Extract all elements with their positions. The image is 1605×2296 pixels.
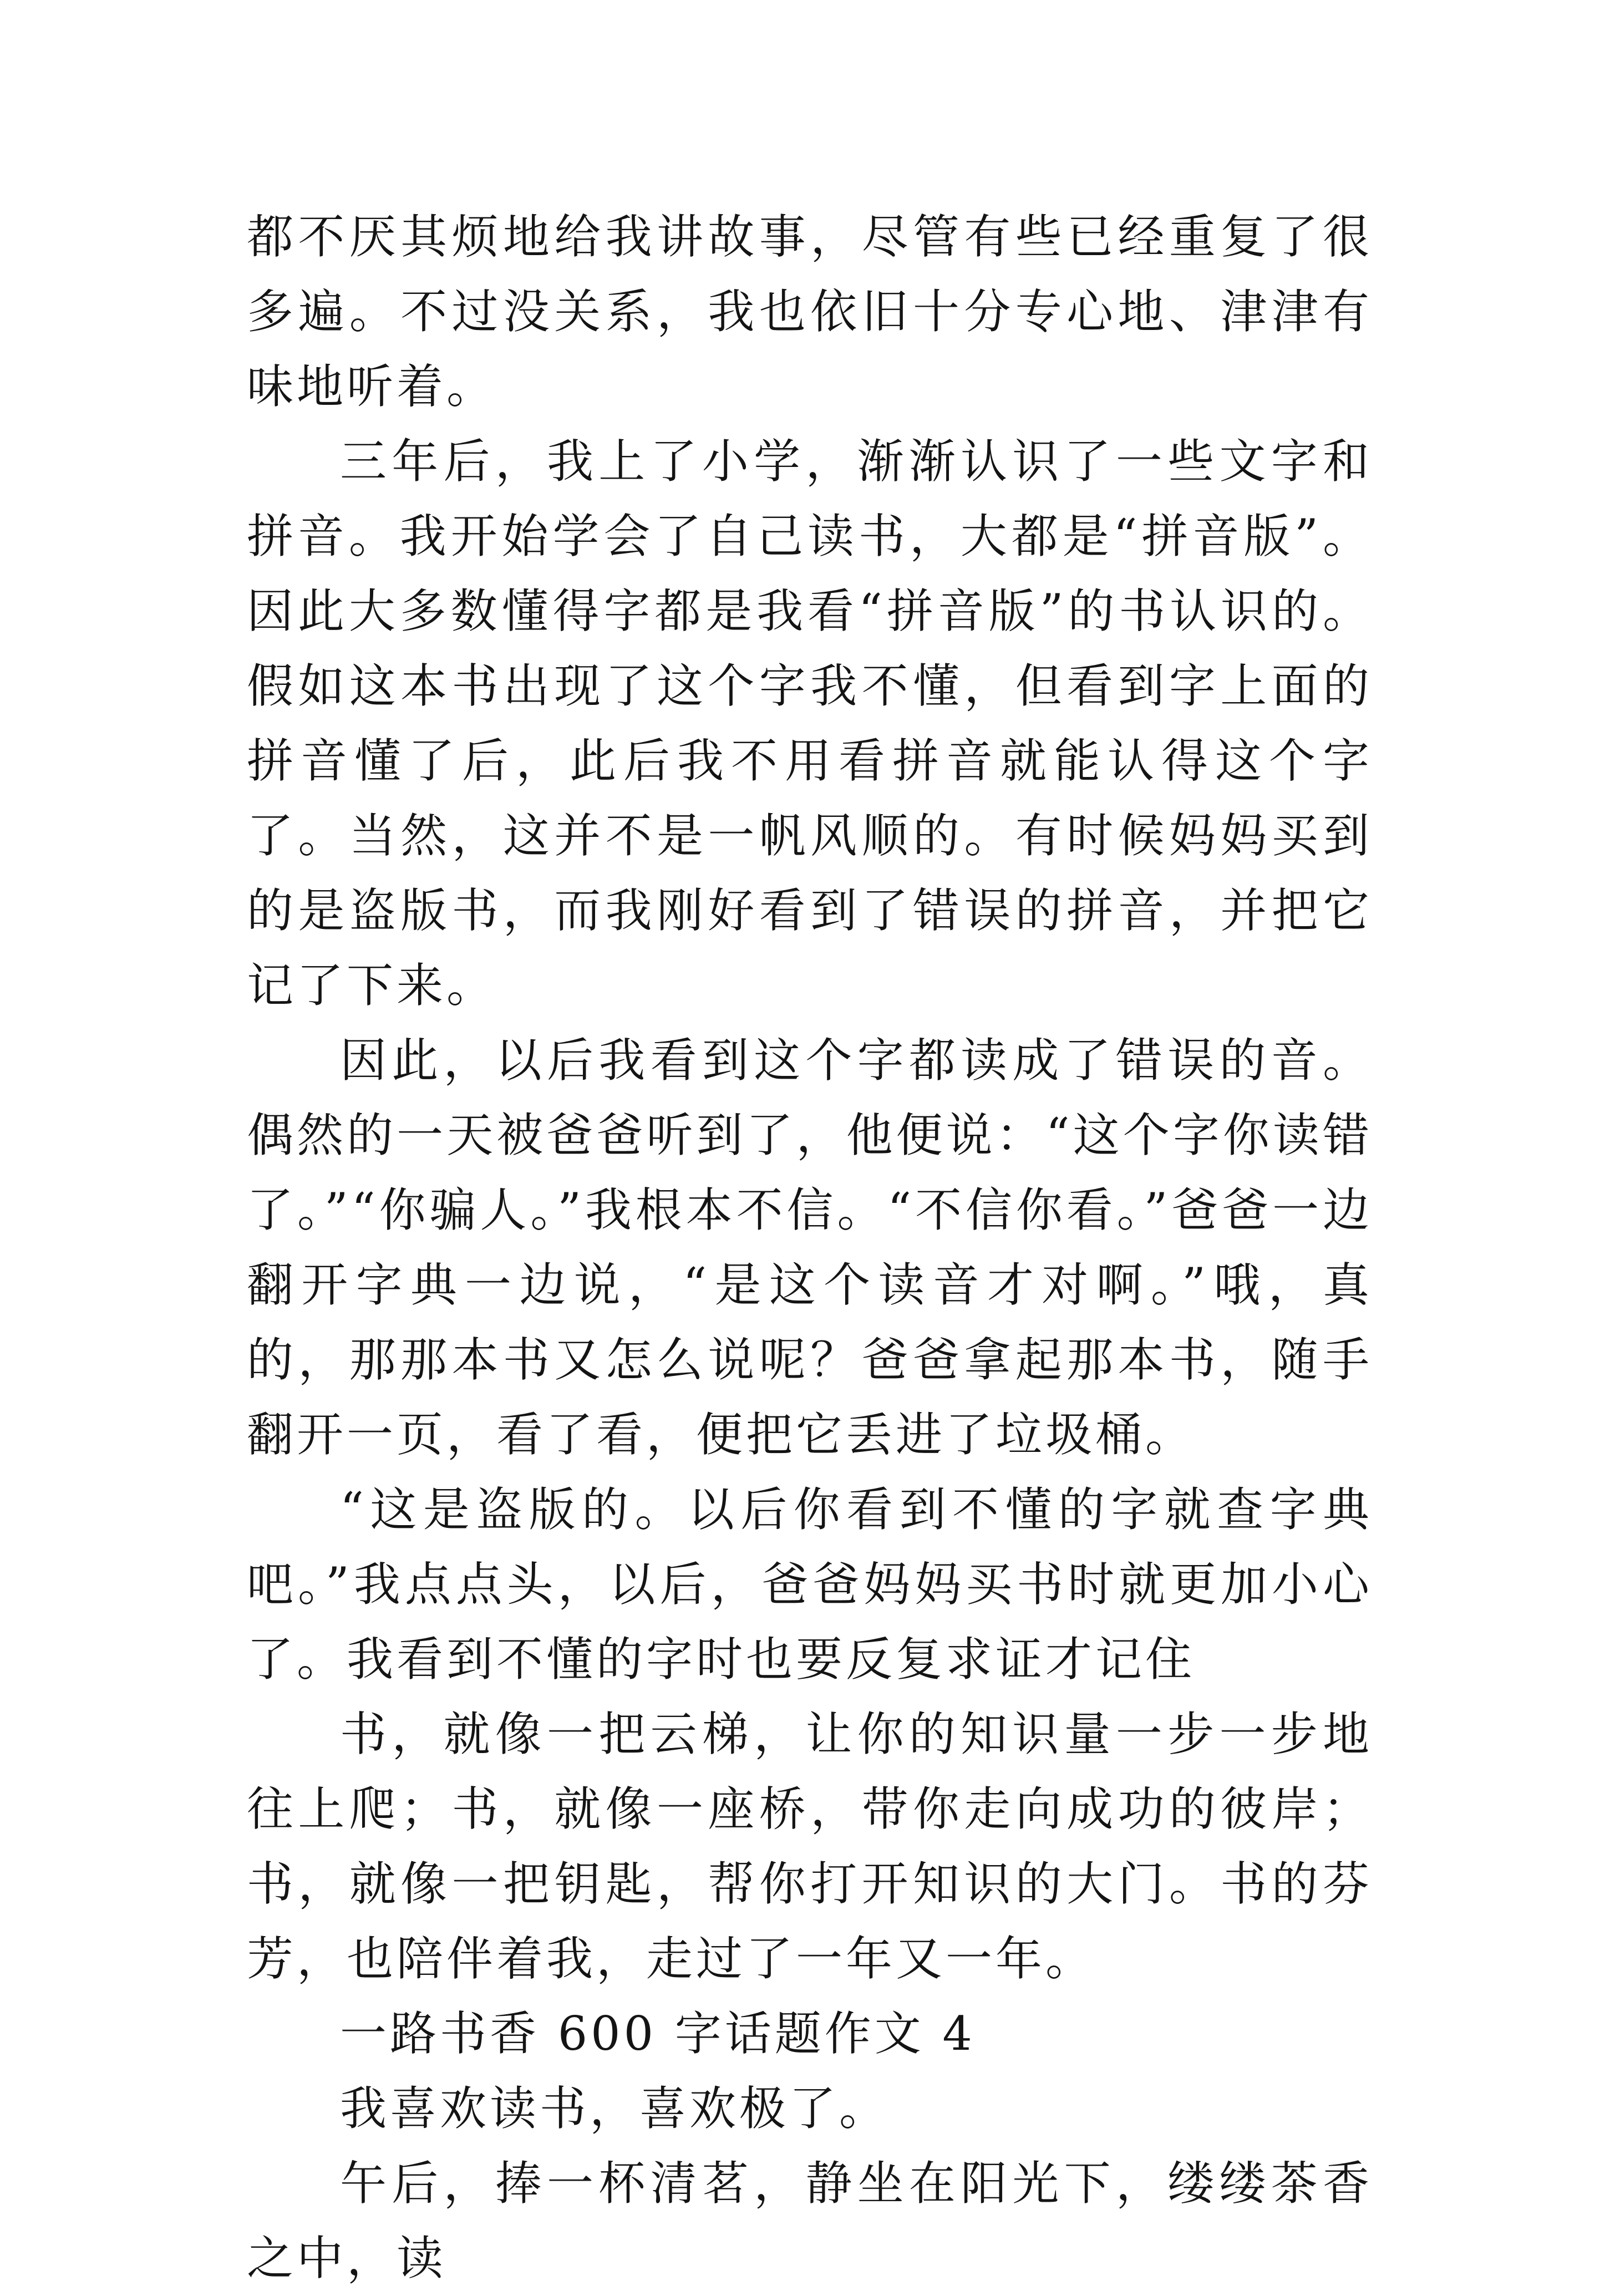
document-body	[247, 200, 1373, 2296]
paragraph-3: 因此，以后我看到这个字都读成了错误的音。偶然的一天被爸爸听到了，他便说：“这个字你读错了。”“你骗人。”我根本不信。“不信你看。”爸爸一边翻开字典一边说，“是这个读音才对啊。”哦，真的，那那本书又怎么说呢？爸爸拿起那本书，随手翻开一页，看了看，便把它丢进了垃圾桶。	[247, 1033, 1373, 1462]
paragraph-7: 午后，捧一杯清茗，静坐在阳光下，缕缕茶香之中，读	[247, 2156, 1373, 2285]
paragraph-4: “这是盗版的。以后你看到不懂的字就查字典吧。”我点点头，以后，爸爸妈妈买书时就更加小心了。我看到不懂的字时也要反复求证才记住	[247, 1482, 1373, 1687]
section-heading: 一路书香 600 字话题作文 4	[340, 2007, 976, 2061]
paragraph-1: 都不厌其烦地给我讲故事，尽管有些已经重复了很多遍。不过没关系，我也依旧十分专心地、津津有味地听着。	[247, 210, 1373, 414]
paragraph-6: 我喜欢读书，喜欢极了。	[340, 2081, 890, 2136]
paragraph-5: 书，就像一把云梯，让你的知识量一步一步地往上爬；书，就像一座桥，带你走向成功的彼岸；书，就像一把钥匙，帮你打开知识的大门。书的芬芳，也陪伴着我，走过了一年又一年。	[247, 1707, 1373, 1986]
paragraph-2: 三年后，我上了小学，渐渐认识了一些文字和拼音。我开始学会了自己读书，大都是“拼音版”。因此大多数懂得字都是我看“拼音版”的书认识的。假如这本书出现了这个字我不懂，但看到字上面的拼音懂了后，此后我不用看拼音就能认得这个字了。当然，这并不是一帆风顺的。有时候妈妈买到的是盗版书，而我刚好看到了错误的拼音，并把它记了下来。	[247, 434, 1373, 1013]
